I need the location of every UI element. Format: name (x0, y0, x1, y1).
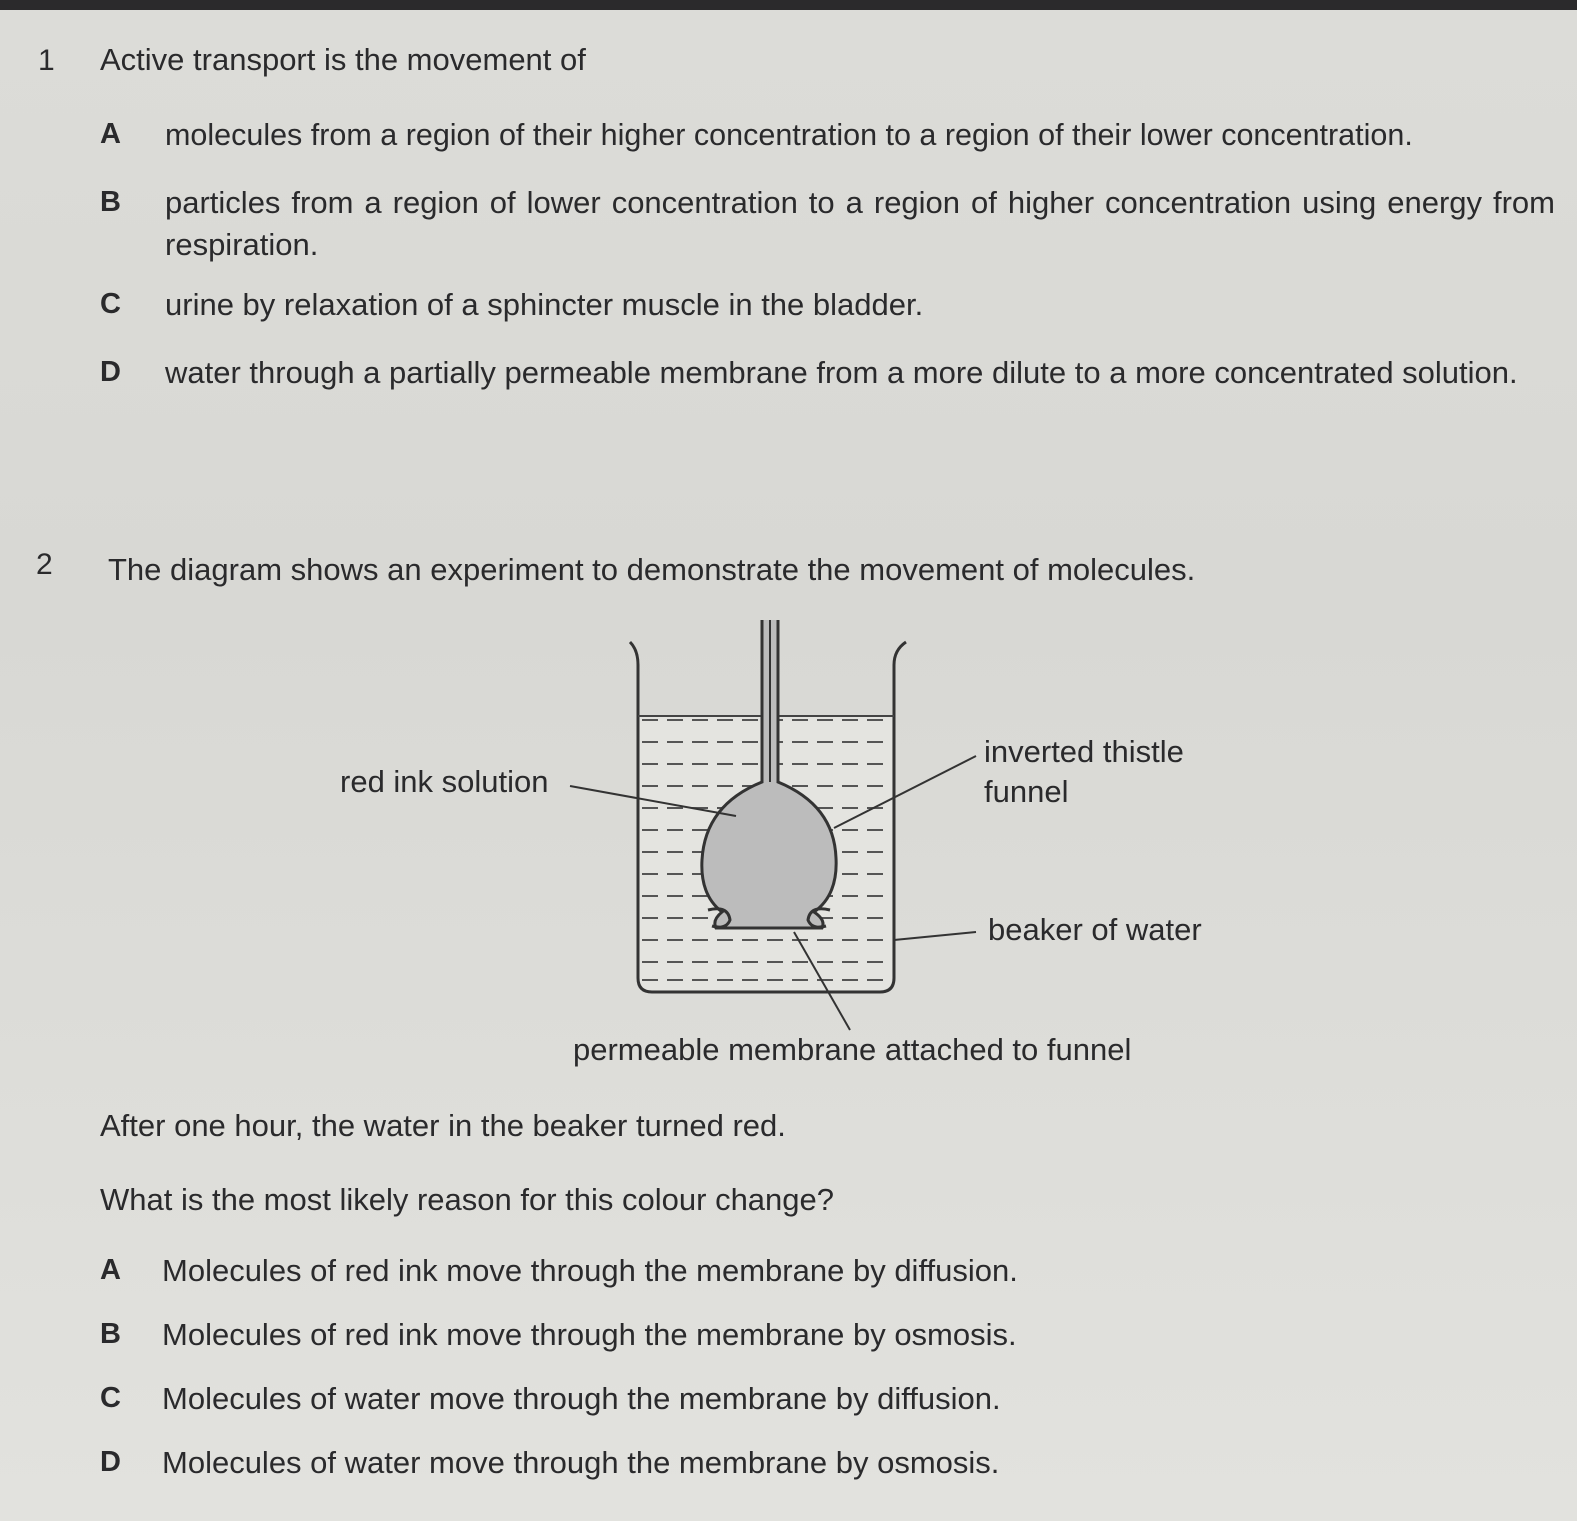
q2-observation: After one hour, the water in the beaker turned red. (100, 1108, 786, 1143)
q1-option-d-text: water through a partially permeable membrane from a more dilute to a more concentrated solution. (165, 355, 1518, 390)
q2-option-c-text: Molecules of water move through the membrane by diffusion. (162, 1381, 1001, 1416)
q2-option-a-text: Molecules of red ink move through the membrane by diffusion. (162, 1253, 1018, 1288)
q2-number: 2 (36, 548, 53, 581)
q1-option-a-letter: A (100, 118, 121, 150)
q1-option-c-text: urine by relaxation of a sphincter muscle in the bladder. (165, 287, 924, 322)
q1-option-b-text: particles from a region of lower concentration to a region of higher concentration using energy from respiration. (165, 185, 1555, 262)
q2-option-b-text: Molecules of red ink move through the membrane by osmosis. (162, 1317, 1017, 1352)
q1-stem: Active transport is the movement of (100, 42, 586, 77)
leader-beaker (894, 932, 976, 940)
label-funnel: funnel (984, 774, 1069, 809)
q1-option-c-letter: C (100, 288, 121, 320)
q2-option-b-letter: B (100, 1318, 121, 1350)
label-inverted-thistle: inverted thistle (984, 734, 1184, 769)
q1-option-a-text: molecules from a region of their higher concentration to a region of their lower concentration. (165, 118, 1413, 152)
label-beaker-of-water: beaker of water (988, 912, 1202, 947)
q2-option-c-letter: C (100, 1382, 121, 1414)
q2-option-d-letter: D (100, 1446, 121, 1478)
q1-number: 1 (38, 44, 55, 77)
q1-option-d-letter: D (100, 356, 121, 388)
q2-option-a-letter: A (100, 1254, 121, 1286)
label-red-ink-solution: red ink solution (340, 764, 549, 799)
q2-stem: The diagram shows an experiment to demonstrate the movement of molecules. (108, 552, 1196, 587)
q1-option-b-letter: B (100, 186, 121, 218)
label-permeable-membrane: permeable membrane attached to funnel (573, 1032, 1132, 1067)
q2-option-d-text: Molecules of water move through the membrane by osmosis. (162, 1445, 1000, 1480)
q2-question: What is the most likely reason for this colour change? (100, 1182, 835, 1217)
